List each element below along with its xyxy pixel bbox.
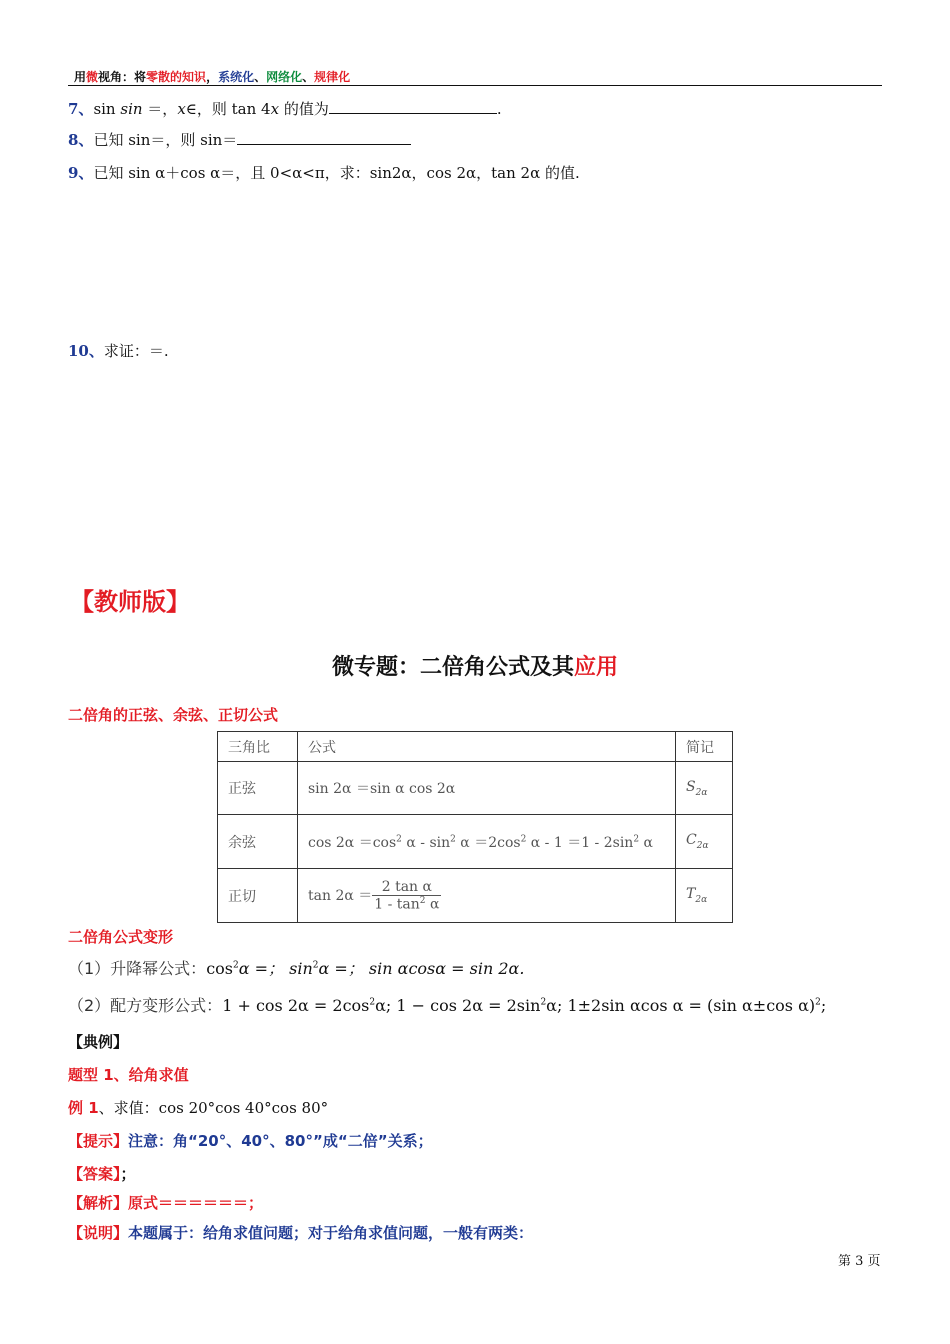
formula-part: α =； bbox=[318, 959, 364, 978]
header-accent: 零散的知识 bbox=[146, 70, 207, 84]
example-heading: 【典例】 bbox=[68, 1033, 129, 1051]
formula-exponent: 2 bbox=[633, 833, 640, 844]
title-accent: 应用 bbox=[574, 655, 619, 680]
analysis-text: 原式＝＝＝＝＝＝； bbox=[128, 1194, 264, 1212]
question-text: 已知 sin＝，则 sin＝ bbox=[93, 131, 238, 149]
hint-text: 注意：角“20°、40°、80°”成“二倍”关系； bbox=[128, 1132, 433, 1150]
formula-part: α; 1±2sin αcos α = (sin α±cos α) bbox=[546, 996, 816, 1015]
example-1 bbox=[68, 1097, 328, 1118]
example-label: 例 1 bbox=[68, 1099, 99, 1117]
table-cell-formula: sin 2α ＝sin α cos 2α bbox=[298, 762, 676, 815]
question-text: ∈，则 tan 4 bbox=[185, 100, 271, 118]
question-text: x bbox=[270, 100, 280, 118]
transform-formula-2 bbox=[68, 993, 826, 1016]
formula-part: cos bbox=[206, 959, 233, 978]
abbr-subscript: 2α bbox=[695, 787, 708, 798]
answer-blank[interactable] bbox=[237, 130, 411, 145]
transform-label: （2）配方变形公式： bbox=[68, 996, 223, 1015]
formula-part: α ＝2cos bbox=[455, 834, 521, 851]
header-keyword-systematic: 系统化 bbox=[218, 70, 255, 84]
teacher-version-label: 【教师版】 bbox=[70, 588, 190, 616]
header-keyword-network: 网络化 bbox=[266, 70, 303, 84]
question-text: 已知 sin α＋cos α＝，且 0<α<π，求：sin2α，cos 2α，tan 2α 的值. bbox=[93, 164, 580, 182]
formula-part: α - 1 ＝1 - 2sin bbox=[526, 834, 634, 851]
transform-formula-1 bbox=[68, 956, 524, 979]
question-9 bbox=[68, 162, 580, 183]
answer bbox=[68, 1163, 136, 1184]
formula-exponent: 2 bbox=[233, 960, 239, 971]
table-cell-name: 余弦 bbox=[218, 815, 298, 869]
question-text: ＝， bbox=[142, 100, 178, 118]
question-7 bbox=[68, 98, 502, 119]
table-cell-formula bbox=[298, 815, 676, 869]
question-text: sin bbox=[120, 100, 143, 118]
page-title bbox=[0, 650, 950, 681]
question-text: 的值为 bbox=[279, 100, 329, 118]
hint bbox=[68, 1130, 433, 1151]
question-10 bbox=[68, 340, 169, 361]
table-header-cell: 简记 bbox=[676, 732, 733, 762]
header-text: 、 bbox=[254, 70, 267, 84]
formula-exponent: 2 bbox=[396, 833, 402, 844]
table-row bbox=[218, 762, 733, 815]
formula-exponent: 2 bbox=[520, 833, 527, 844]
abbr-subscript: 2α bbox=[695, 894, 708, 905]
formula-part: α bbox=[639, 834, 653, 851]
fraction-denominator bbox=[372, 896, 441, 913]
question-text: sin bbox=[93, 100, 121, 118]
title-main: 微专题：二倍角公式及其 bbox=[331, 655, 574, 680]
abbr-symbol: S bbox=[686, 778, 696, 795]
formula-part: tan 2α ＝ bbox=[308, 887, 373, 904]
page-header bbox=[74, 68, 350, 85]
table-cell-abbr bbox=[676, 815, 733, 869]
answer-label: 【答案】 bbox=[68, 1165, 121, 1183]
answer-text: ； bbox=[120, 1165, 136, 1183]
table-header-cell: 公式 bbox=[298, 732, 676, 762]
question-type-heading: 题型 1、给角求值 bbox=[68, 1066, 189, 1084]
formula-part: sin αcosα = sin 2α. bbox=[368, 959, 525, 978]
note-text: 本题属于：给角求值问题；对于给角求值问题，一般有两类： bbox=[128, 1224, 534, 1242]
transform-label: （1）升降幂公式： bbox=[68, 959, 207, 978]
table-cell-name: 正切 bbox=[218, 869, 298, 923]
formula-exponent: 2 bbox=[312, 960, 319, 971]
formula-part: sin bbox=[289, 959, 313, 978]
analysis bbox=[68, 1192, 263, 1213]
formula-part: α =； bbox=[238, 959, 285, 978]
table-row bbox=[218, 815, 733, 869]
header-keyword-regular: 规律化 bbox=[314, 70, 351, 84]
section-heading: 二倍角的正弦、余弦、正切公式 bbox=[68, 706, 279, 724]
formula-exponent: 2 bbox=[450, 833, 456, 844]
fraction bbox=[372, 879, 441, 913]
table-cell-name: 正弦 bbox=[218, 762, 298, 815]
table-cell-formula bbox=[298, 869, 676, 923]
table-header-cell: 三角比 bbox=[218, 732, 298, 762]
header-text: 用 bbox=[74, 70, 87, 84]
question-8 bbox=[68, 129, 411, 150]
question-number: 7、 bbox=[68, 100, 94, 118]
analysis-label: 【解析】 bbox=[68, 1194, 129, 1212]
table-cell-abbr bbox=[676, 869, 733, 923]
formula-part: cos 2α ＝cos bbox=[308, 834, 397, 851]
formula-part: α - sin bbox=[401, 834, 451, 851]
question-number: 9、 bbox=[68, 164, 94, 182]
formula-part: 1 - tan bbox=[374, 896, 420, 913]
formula-part: α; 1 − cos 2α = 2sin bbox=[375, 996, 541, 1015]
abbr-symbol: T bbox=[686, 886, 696, 903]
formula-exponent: 2 bbox=[369, 997, 376, 1008]
header-text: 视角：将 bbox=[98, 70, 147, 84]
double-angle-formula-table bbox=[217, 731, 733, 923]
formula-part: α bbox=[425, 896, 440, 913]
example-text: 、求值：cos 20°cos 40°cos 80° bbox=[98, 1099, 329, 1117]
answer-blank[interactable] bbox=[329, 99, 497, 114]
question-number: 10、 bbox=[68, 342, 104, 360]
note bbox=[68, 1222, 533, 1243]
hint-label: 【提示】 bbox=[68, 1132, 129, 1150]
abbr-subscript: 2α bbox=[696, 840, 709, 851]
formula-exponent: 2 bbox=[419, 895, 426, 906]
header-accent: 微 bbox=[86, 70, 99, 84]
question-text: 求证：＝. bbox=[103, 342, 169, 360]
header-text: ， bbox=[206, 70, 219, 84]
question-text: x bbox=[177, 100, 186, 118]
abbr-symbol: C bbox=[686, 832, 697, 849]
header-text: 、 bbox=[302, 70, 315, 84]
table-row bbox=[218, 869, 733, 923]
formula-part: 1 + cos 2α = 2cos bbox=[222, 996, 370, 1015]
table-cell-abbr bbox=[676, 762, 733, 815]
formula-part: ; bbox=[820, 996, 827, 1015]
note-label: 【说明】 bbox=[68, 1224, 129, 1242]
formula-exponent: 2 bbox=[540, 997, 547, 1008]
page-number: 第 3 页 bbox=[838, 1254, 881, 1269]
question-number: 8、 bbox=[68, 131, 94, 149]
fraction-numerator: 2 tan α bbox=[372, 879, 441, 896]
header-divider bbox=[68, 85, 882, 86]
table-header-row bbox=[218, 732, 733, 762]
section-heading: 二倍角公式变形 bbox=[68, 928, 174, 946]
formula-exponent: 2 bbox=[815, 997, 821, 1008]
question-text: . bbox=[496, 100, 502, 118]
